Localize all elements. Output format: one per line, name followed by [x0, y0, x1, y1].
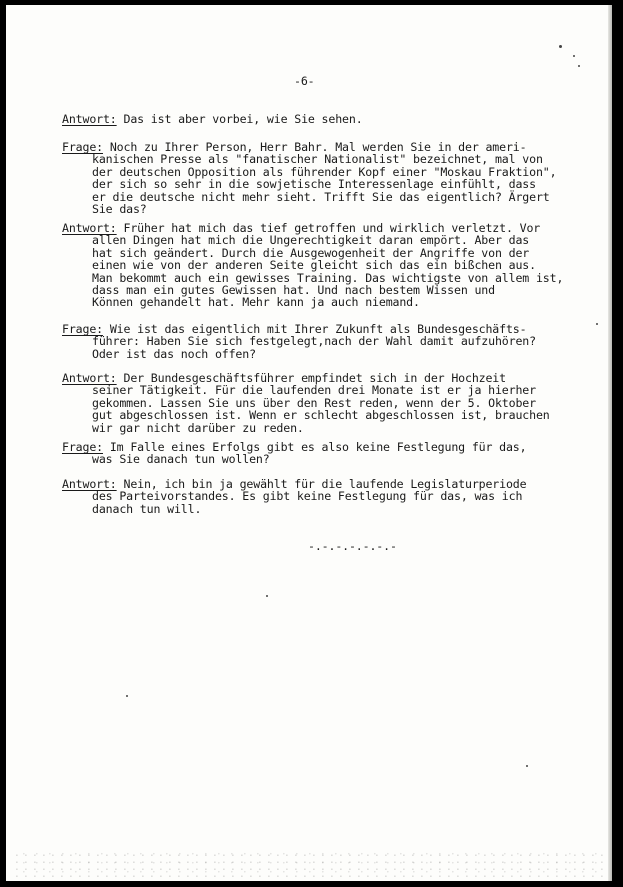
text-line: gut abgeschlossen ist. Wenn er schlecht abgeschlossen ist, brauchen — [92, 408, 550, 423]
page-number: -6- — [294, 74, 315, 88]
page-edge — [608, 5, 612, 881]
text-line: Antwort: Das ist aber vorbei, wie Sie sehen. — [62, 112, 363, 126]
speaker-label: Frage: — [62, 440, 103, 454]
text-line: wir gar nicht darüber zu reden. — [92, 420, 304, 435]
speaker-label: Frage: — [62, 140, 103, 154]
text-line: was Sie danach tun wollen? — [92, 452, 270, 467]
text-line: Antwort: Nein, ich bin ja gewählt für die laufende Legislaturperiode — [62, 477, 527, 491]
scan-speck — [573, 55, 575, 57]
question-block — [62, 141, 607, 215]
text-line: Frage: Wie ist das eigentlich mit Ihrer Zukunft als Bundesgeschäfts- — [62, 322, 527, 336]
scan-speck — [266, 595, 268, 597]
answer-block — [62, 478, 607, 515]
question-block — [62, 441, 607, 466]
answer-block — [62, 113, 607, 125]
text-line: Oder ist das noch offen? — [92, 346, 256, 361]
scan-noise — [16, 851, 606, 877]
text-line: Können gehandelt hat. Mehr kann ja auch niemand. — [92, 295, 420, 310]
text-line: allen Dingen hat mich die Ungerechtigkeit daran empört. Aber das — [92, 233, 530, 248]
end-separator: -.-.-.-.-.-.- — [308, 539, 397, 553]
text-line: Antwort: Der Bundesgeschäftsführer empfindet sich in der Hochzeit — [62, 371, 506, 385]
scan-speck — [126, 695, 128, 697]
question-block — [62, 323, 607, 360]
text-line: Man bekommt auch ein gewisses Training. Das wichtigste von allem ist, — [92, 270, 564, 285]
speaker-label: Antwort: — [62, 112, 117, 126]
text-line: dass man ein gutes Gewissen hat. Und nach bestem Wissen und — [92, 282, 495, 297]
text-line: Sie das? — [92, 201, 147, 216]
speaker-label: Frage: — [62, 322, 103, 336]
text-line: kanischen Presse als "fanatischer Nationalist" bezeichnet, mal von — [92, 152, 543, 167]
answer-block — [62, 372, 607, 434]
speaker-label: Antwort: — [62, 221, 117, 235]
text-line: führer: Haben Sie sich festgelegt,nach der Wahl damit aufzuhören? — [92, 334, 536, 349]
text-line: Frage: Im Falle eines Erfolgs gibt es also keine Festlegung für das, — [62, 440, 527, 454]
text-line: der deutschen Opposition als führender Kopf einer "Moskau Fraktion", — [92, 164, 557, 179]
text-line: einen wie von der anderen Seite gleicht sich das ein bißchen aus. — [92, 258, 536, 273]
text-line: Frage: Noch zu Ihrer Person, Herr Bahr. Mal werden Sie in der ameri- — [62, 140, 527, 154]
scan-speck — [578, 65, 580, 67]
text-line: seiner Tätigkeit. Für die laufenden drei Monate ist er ja hierher — [92, 383, 536, 398]
scan-speck — [559, 45, 562, 48]
answer-block — [62, 222, 607, 309]
speaker-label: Antwort: — [62, 371, 117, 385]
text-line: gekommen. Lassen Sie uns über den Rest reden, wenn der 5. Oktober — [92, 395, 536, 410]
document-page — [6, 5, 612, 881]
text-line: des Parteivorstandes. Es gibt keine Festlegung für das, was ich — [92, 489, 523, 504]
text-line: hat sich geändert. Durch die Ausgewogenheit der Angriffe von der — [92, 245, 530, 260]
text-line: danach tun will. — [92, 501, 202, 516]
scan-speck — [526, 765, 528, 767]
speaker-label: Antwort: — [62, 477, 117, 491]
text-line: der sich so sehr in die sowjetische Interessenlage einfühlt, dass — [92, 177, 536, 192]
text-line: Antwort: Früher hat mich das tief getroffen und wirklich verletzt. Vor — [62, 221, 541, 235]
text-line: er die deutsche nicht mehr sieht. Trifft Sie das eigentlich? Ärgert — [92, 189, 550, 204]
scan-speck — [596, 323, 598, 325]
